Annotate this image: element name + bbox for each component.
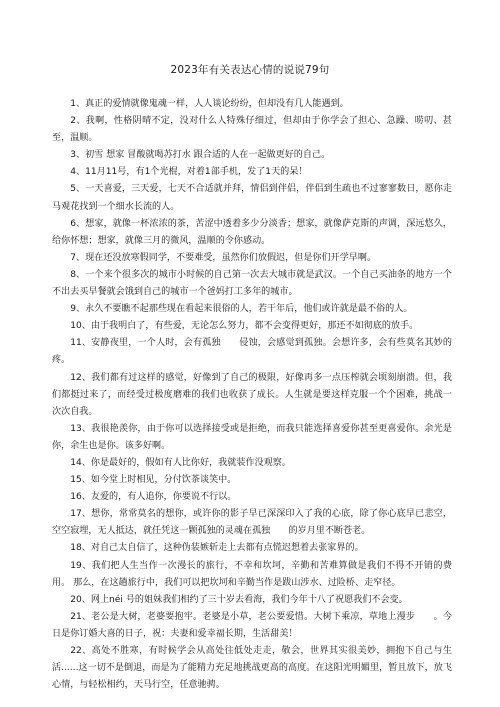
list-item: 9、永久不要瞧不起那些现在看起来很俗的人，若干年后，他们或许就是最不俗的人。 bbox=[70, 304, 413, 315]
list-item: 17、想你，常常莫名的想你，或许你的影子早已深深印入了我的心底，除了你心底早已悲空，空空寂埋，无人抵达，就任凭这一颗孤独的灵魂在孤独 的岁月里不断苍老。 bbox=[52, 509, 452, 537]
list-item: 3、初雪 想家 冒酸就喝苏打水 跟合适的人在一起做更好的自己。 bbox=[70, 150, 331, 161]
list-item: 14、你是最好的，假如有人比你好，我就装作没观察。 bbox=[70, 457, 291, 468]
list-item: 1、真正的爱情就像鬼魂一样，人人谈论纷纷，但却没有几人能遇到。 bbox=[70, 99, 349, 109]
list-item: 11、安静夜里，一个人时，会有孤独 侵蚀，会感觉到孤独。会想许多，会有些莫名其妙的疼。 bbox=[52, 338, 452, 366]
list-item: 19、我们把人生当作一次漫长的旅行，不幸和坎坷，辛勤和苦难算做是我们不得不开销的费用。 那么，在这趟旅行中，我们可以把坎坷和辛勤当作是跋山涉水、过险桥、走窄径。 bbox=[52, 560, 452, 588]
list-item: 10、由于我明白了，有些爱，无论怎么努力，都不会变得更好，那还不如彻底的放手。 bbox=[70, 321, 419, 332]
list-item: 7、现在还没放寒假同学，不要难受，虽然你们放假迟，但是你们开学早啊。 bbox=[70, 252, 377, 263]
list-item: 15、如今堂上时相见，分付饮茶谈笑中。 bbox=[70, 475, 237, 486]
list-item: 4、11月11号，有1个光棍，对着1部手机，发了1天的呆！ bbox=[70, 167, 308, 178]
list-item: 18、对自己太自信了，这种伪装嫉斩走上去都有点慌迟想着去张家界的。 bbox=[70, 543, 364, 554]
document-title: 2023年有关表达心情的说说79句 bbox=[170, 64, 330, 76]
list-item: 5、一天喜爱，三天爱，七天不合适就并拜，情侣到伴侣，伴侣到生疏也不过寥寥数日，愿你走马观花找到一个细水长流的人。 bbox=[52, 184, 452, 212]
list-item: 8、一个来个很多次的城市小时候的自己第一次去大城市就是武汉。一个自己买油条的地方一个不出去买早餐就会饿到自己的城市一个爸妈打工多年的城市。 bbox=[52, 269, 452, 298]
list-item: 6、想家，就像一杯浓浓的茶，苦涩中透着多少分淡香；想家，就像萨克斯的声调，深远悠久，给你怀想；想家，就像三月的微风，温顺的令你感动。 bbox=[52, 218, 452, 246]
list-item: 21、老公是大树，老婆要抱牢。老婆是小草，老公要爱惜。大树下乘凉，草地上漫步 。今日是你订婚大喜的日子，祝：夫妻和爱幸福长期，生活甜美！ bbox=[52, 611, 452, 639]
list-item: 13、我很艳羡你，由于你可以选择接受或是拒绝，而我只能选择喜爱你甚至更喜爱你。余光是你，余生也是你。该多好啊。 bbox=[52, 423, 452, 451]
list-item: 20、网上néi 号的姐妹我们相约了三十岁去看海，我们今年十八了祝愿我们不会变。 bbox=[70, 594, 408, 605]
list-item: 2、我啊，性格阴晴不定，没对什么人特殊仔细过，但却由于你学会了担心、急躁、唠叨、甚至，温顺。 bbox=[52, 116, 452, 144]
list-item: 16、友爱的，有人追你，你要说不行以。 bbox=[70, 492, 237, 503]
list-item: 22、高处不胜寒，有时候学会从高处往低处走走，敬会，世界其实很美妙，拥抱下自己与生活......这一切不是倒退，而是为了能精力充足地挑战更高的高度。在这阳光明媚里，暂且放下，放飞心情，与轻松相约，天马行空，任意驰骋。 bbox=[52, 646, 452, 691]
list-item: 12、我们都有过这样的感觉，好像到了自己的极限，好像再多一点压榨就会顷刻崩溃。但，我们都挺过来了，而经受过极度磨难的我们也收获了成长。人生就是要这样克服一个个困难，挑战一次次自我。 bbox=[52, 372, 452, 417]
document-body bbox=[52, 96, 452, 694]
